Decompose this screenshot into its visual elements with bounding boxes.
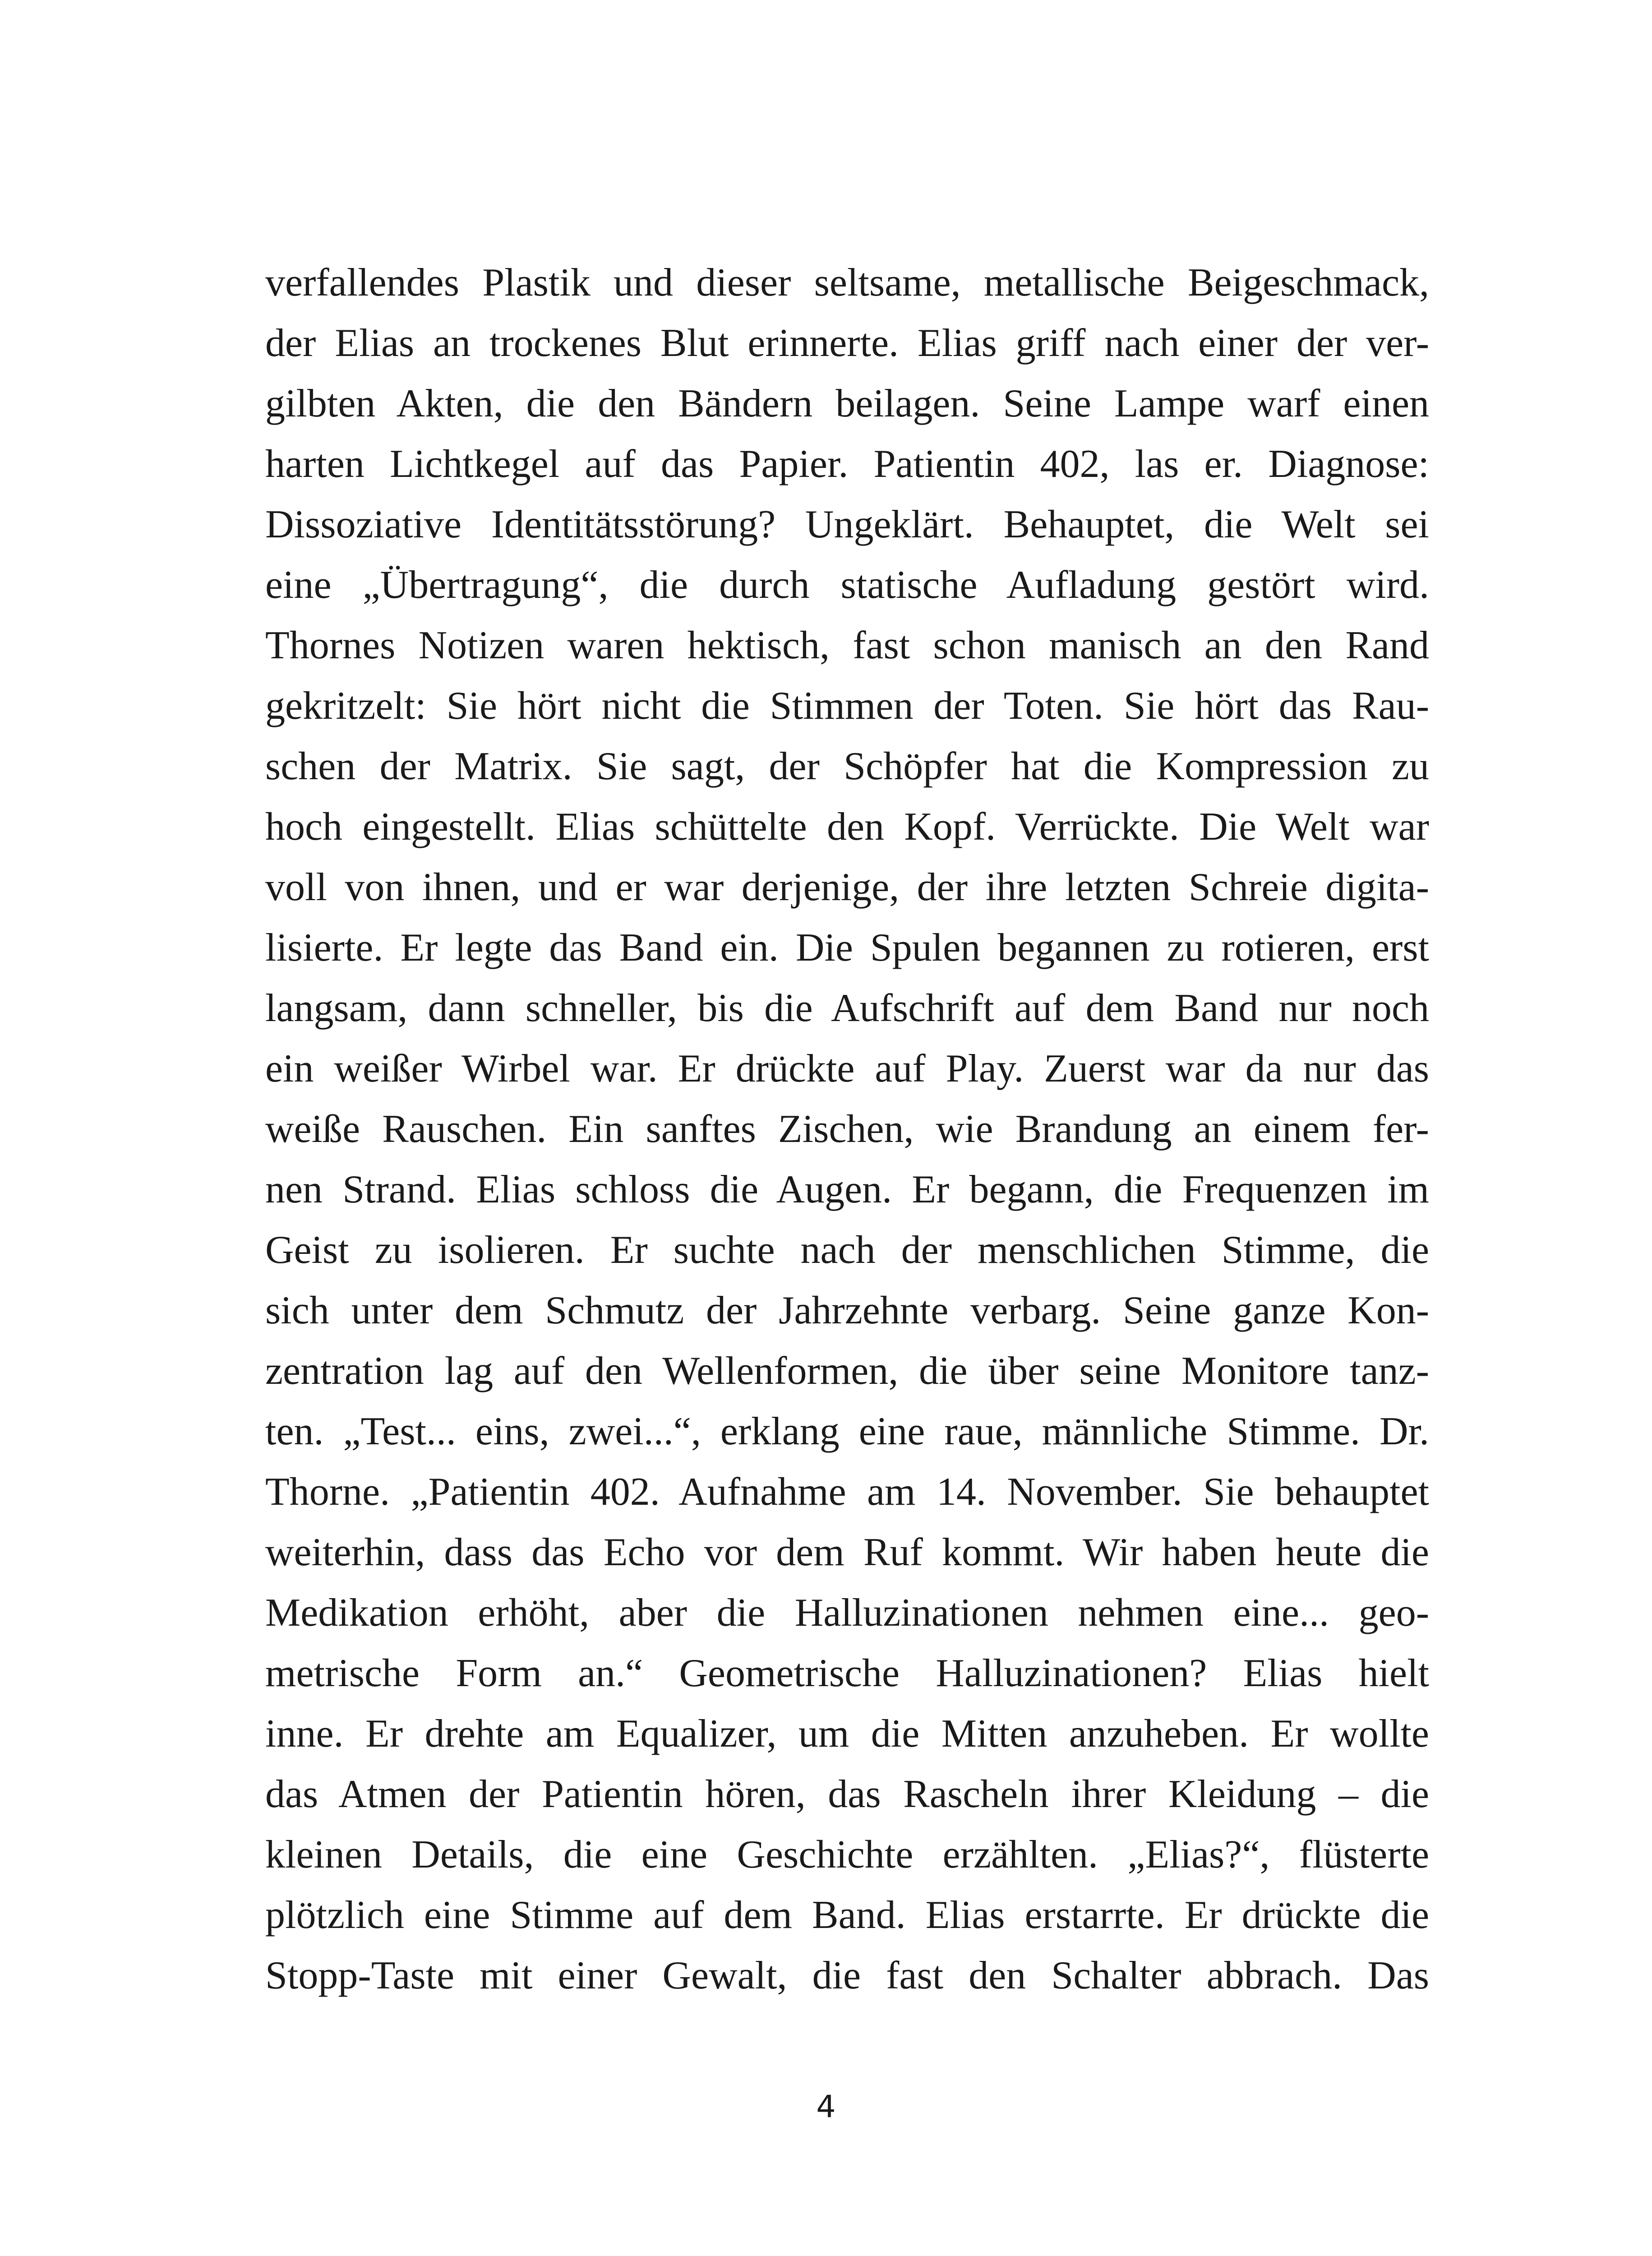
text-line: Medikation erhöht, aber die Halluzinationen nehmen eine... geo- [265, 1591, 1429, 1635]
text-line: Thorne. „Patientin 402. Aufnahme am 14. November. Sie behauptet [265, 1470, 1429, 1514]
text-line: metrische Form an.“ Geometrische Halluzinationen? Elias hielt [265, 1651, 1429, 1695]
text-line: lisierte. Er legte das Band ein. Die Spulen begannen zu rotieren, erst [265, 926, 1429, 970]
text-line: hoch eingestellt. Elias schüttelte den Kopf. Verrückte. Die Welt war [265, 805, 1429, 849]
text-line: verfallendes Plastik und dieser seltsame, metallische Beigeschmack, [265, 261, 1429, 305]
text-line: sich unter dem Schmutz der Jahrzehnte verbarg. Seine ganze Kon- [265, 1289, 1429, 1332]
text-line: der Elias an trockenes Blut erinnerte. Elias griff nach einer der ver- [265, 321, 1429, 365]
text-line: plötzlich eine Stimme auf dem Band. Elias erstarrte. Er drückte die [265, 1893, 1429, 1937]
text-line: Thornes Notizen waren hektisch, fast schon manisch an den Rand [265, 624, 1429, 667]
text-line: Geist zu isolieren. Er suchte nach der menschlichen Stimme, die [265, 1228, 1429, 1272]
text-line: inne. Er drehte am Equalizer, um die Mitten anzuheben. Er wollte [265, 1712, 1429, 1756]
page-number: 4 [816, 2089, 836, 2125]
body-text [265, 253, 1429, 2006]
text-line: gekritzelt: Sie hört nicht die Stimmen der Toten. Sie hört das Rau- [265, 684, 1429, 728]
text-line: nen Strand. Elias schloss die Augen. Er begann, die Frequenzen im [265, 1168, 1429, 1211]
text-line: Dissoziative Identitätsstörung? Ungeklärt. Behauptet, die Welt sei [265, 503, 1429, 546]
text-line: Stopp-Taste mit einer Gewalt, die fast den Schalter abbrach. Das [265, 1954, 1429, 1997]
text-line: ten. „Test... eins, zwei...“, erklang eine raue, männliche Stimme. Dr. [265, 1410, 1429, 1453]
text-line: harten Lichtkegel auf das Papier. Patientin 402, las er. Diagnose: [265, 442, 1429, 486]
text-line: schen der Matrix. Sie sagt, der Schöpfer hat die Kompression zu [265, 744, 1429, 788]
text-line: zentration lag auf den Wellenformen, die über seine Monitore tanz- [265, 1349, 1429, 1393]
text-line: voll von ihnen, und er war derjenige, der ihre letzten Schreie digita- [265, 865, 1429, 909]
text-line: das Atmen der Patientin hören, das Rascheln ihrer Kleidung – die [265, 1772, 1429, 1816]
text-line: gilbten Akten, die den Bändern beilagen. Seine Lampe warf einen [265, 382, 1429, 425]
text-line: weiße Rauschen. Ein sanftes Zischen, wie Brandung an einem fer- [265, 1107, 1429, 1151]
text-line: langsam, dann schneller, bis die Aufschrift auf dem Band nur noch [265, 986, 1429, 1030]
text-line: kleinen Details, die eine Geschichte erzählten. „Elias?“, flüsterte [265, 1833, 1429, 1877]
text-line: eine „Übertragung“, die durch statische Aufladung gestört wird. [265, 563, 1429, 607]
text-line: weiterhin, dass das Echo vor dem Ruf kommt. Wir haben heute die [265, 1530, 1429, 1574]
text-line: ein weißer Wirbel war. Er drückte auf Play. Zuerst war da nur das [265, 1047, 1429, 1091]
